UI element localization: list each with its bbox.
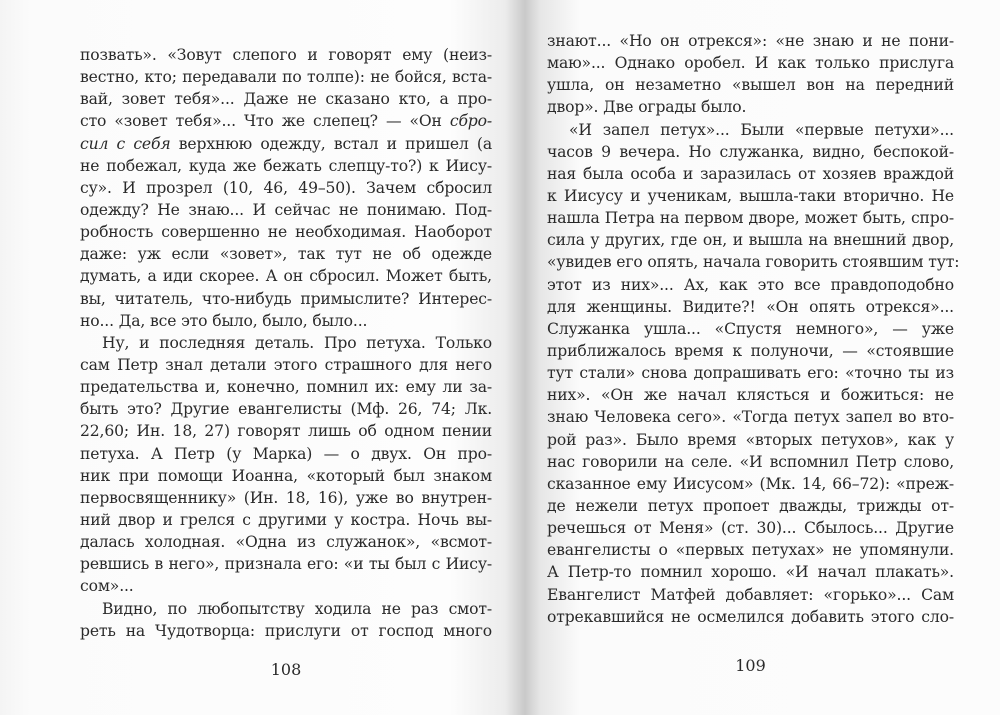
right-page: [547, 0, 960, 715]
text-segment: «И запел петух»... Были «первые петухи»...: [569, 120, 954, 139]
text-line: [547, 30, 954, 52]
text-segment: нас говорили на селе. «И вспомнил Петр слово,: [547, 452, 954, 471]
text-line: [547, 473, 954, 495]
text-segment: Видно, по любопытству ходила не раз смот-: [102, 599, 492, 618]
text-line: [80, 88, 492, 110]
text-line: [80, 376, 492, 398]
text-segment: позвать». «Зовут слепого и говорят ему (неиз-: [80, 46, 492, 64]
text-segment: петуха. А Петр (у Марка) — о двух. Он про-: [80, 444, 492, 463]
text-segment: сам Петр знал детали этого страшного для него: [80, 355, 492, 374]
text-segment: первосвященнику» (Ин. 18, 16), уже во внутрен-: [80, 488, 492, 507]
text-line: [547, 340, 954, 362]
text-line: [547, 52, 954, 74]
text-line: [80, 66, 492, 88]
text-line: [547, 274, 954, 296]
text-line: [547, 584, 954, 606]
text-line: [80, 44, 492, 66]
text-segment: маю»... Однако оробел. И как только прислуга: [547, 54, 954, 73]
text-segment: рой раз». Было время «вторых петухов», как у: [547, 430, 954, 449]
text-segment: но... Да, все это было, было, было...: [80, 311, 368, 330]
text-line: [547, 606, 954, 628]
text-line: [547, 163, 954, 185]
text-line: [80, 553, 492, 575]
text-line: [80, 509, 492, 531]
text-line: [547, 362, 954, 384]
page-number: 108: [270, 660, 302, 679]
left-page-text: [80, 44, 492, 642]
text-segment: «увидев его опять, начала говорить стоявшим тут:: [547, 253, 960, 272]
text-line: [547, 318, 954, 340]
text-segment: верхнюю одежду, встал и пришел (а: [170, 134, 492, 153]
text-segment: вы, читатель, что-нибудь примыслите? Интерес-: [80, 289, 492, 308]
text-line: [80, 354, 492, 376]
text-line: [547, 406, 954, 428]
text-segment: для женщины. Видите?! «Он опять отрекся»...: [547, 297, 954, 316]
text-segment: думать, а иди скорее. А он сбросил. Может быть,: [80, 267, 492, 286]
text-segment: речешься от Меня» (ст. 30)... Сбылось... Другие: [547, 519, 954, 538]
text-segment: одежду? Не знаю... И сейчас не понимаю. Под-: [80, 200, 492, 219]
text-line: [547, 96, 954, 118]
text-line: [547, 207, 954, 229]
text-segment: приближалось время к полуночи, — «стоявшие: [547, 341, 954, 360]
text-segment: Евангелист Матфей добавляет: «горько»... Сам: [547, 585, 954, 604]
text-line: [80, 243, 492, 265]
left-page: [80, 0, 492, 715]
text-line: [80, 598, 492, 620]
text-segment: быть это? Другие евангелисты (Мф. 26, 74; Лк.: [80, 400, 492, 419]
text-segment: сила у других, где он, и вышла на внешний двор,: [547, 231, 954, 250]
text-segment: ник при помощи Иоанна, «который был знаком: [80, 466, 492, 485]
text-line: [547, 296, 954, 318]
text-segment: часов 9 вечера. Но служанка, видно, беспокой-: [547, 142, 954, 161]
text-line: [547, 119, 954, 141]
text-segment: далась холодная. «Одна из служанок», «всмот-: [80, 533, 492, 552]
text-segment: ний двор и грелся с другими у костра. Ночь вы-: [80, 510, 492, 529]
text-segment: не побежал, куда же бежать слепцу-то?) к Иису-: [80, 156, 492, 175]
italic-text: сбро-: [449, 112, 492, 131]
text-line: [80, 398, 492, 420]
text-line: [80, 465, 492, 487]
text-line: [80, 199, 492, 221]
text-segment: двор». Две ограды было.: [547, 98, 747, 117]
text-segment: А Петр-то помнил хорошо. «И начал плакать».: [547, 563, 954, 582]
text-line: [80, 620, 492, 642]
text-line: [80, 265, 492, 287]
text-segment: к Иисусу и ученикам, вышла-таки вторично. Не: [547, 186, 954, 205]
text-line: [547, 251, 960, 273]
text-segment: Ну, и последняя деталь. Про петуха. Только: [102, 333, 492, 352]
text-line: [80, 443, 492, 465]
text-segment: даже: уж если «зовет», так тут не об одежде: [80, 245, 492, 264]
text-line: [80, 110, 492, 132]
italic-text: сил с себя: [80, 134, 171, 153]
text-segment: вестно, кто; передавали по толпе): не бойся, вста-: [80, 68, 492, 87]
text-line: [80, 420, 492, 442]
text-segment: знаю Человека сего». «Тогда петух запел во вто-: [547, 408, 954, 427]
text-segment: ревшись в него», признала его: «и ты был с Иису-: [80, 555, 492, 574]
text-line: [547, 495, 954, 517]
text-line: [547, 229, 954, 251]
text-segment: тут стали» снова допрашивать его: «точно ты из: [547, 364, 954, 383]
text-line: [80, 177, 492, 199]
right-page-text: [547, 30, 960, 628]
text-line: [80, 221, 492, 243]
text-line: [80, 531, 492, 553]
text-line: [80, 575, 492, 597]
text-segment: вай, зовет тебя»... Даже не сказано кто, а про-: [80, 90, 492, 109]
text-line: [547, 517, 954, 539]
text-segment: робность совершенно не необходимая. Наоборот: [80, 223, 492, 242]
text-segment: 22,60; Ин. 18, 27) говорят лишь об одном пении: [80, 422, 492, 441]
text-line: [547, 429, 954, 451]
text-line: [80, 288, 492, 310]
text-line: [80, 310, 492, 332]
text-segment: евангелисты о «первых петухах» не упомянули.: [547, 541, 954, 560]
text-segment: знают... «Но он отрекся»: «не знаю и не пони-: [547, 32, 954, 50]
text-line: [547, 451, 954, 473]
text-line: [547, 74, 954, 96]
text-line: [80, 133, 492, 155]
text-line: [547, 141, 954, 163]
text-line: [547, 185, 954, 207]
text-line: [80, 155, 492, 177]
text-segment: ушла, он незаметно «вышел вон на передний: [547, 76, 954, 95]
text-segment: Служанка ушла... «Спустя немного», — уже: [547, 319, 954, 338]
page-number: 109: [735, 656, 766, 675]
text-segment: сом»...: [80, 577, 134, 596]
text-line: [80, 332, 492, 354]
text-segment: сказанное ему Иисусом» (Мк. 14, 66–72): «преж-: [547, 474, 954, 493]
text-segment: сто «зовет тебя»... Что же слепец? — «Он: [80, 112, 450, 131]
text-segment: ная была особа и заразилась от хозяев враждой: [547, 164, 954, 183]
text-segment: нашла Петра на первом дворе, может быть, спро-: [547, 209, 954, 228]
text-line: [547, 539, 954, 561]
text-segment: этот из них»... Ах, как это все правдоподобно: [547, 275, 954, 294]
text-segment: предательства и, конечно, помнил их: ему ли за-: [80, 378, 492, 397]
text-line: [547, 384, 954, 406]
text-segment: де нежели петух пропоет дважды, трижды от-: [547, 496, 954, 515]
text-line: [80, 487, 492, 509]
text-line: [547, 561, 954, 583]
text-segment: су». И прозрел (10, 46, 49–50). Зачем сбросил: [80, 178, 492, 197]
text-segment: них». «Он же начал клясться и божиться: не: [547, 386, 954, 405]
text-segment: отрекавшийся не осмелился добавить этого сло-: [547, 607, 954, 626]
text-segment: реть на Чудотворца: прислуги от господ много: [80, 621, 492, 640]
